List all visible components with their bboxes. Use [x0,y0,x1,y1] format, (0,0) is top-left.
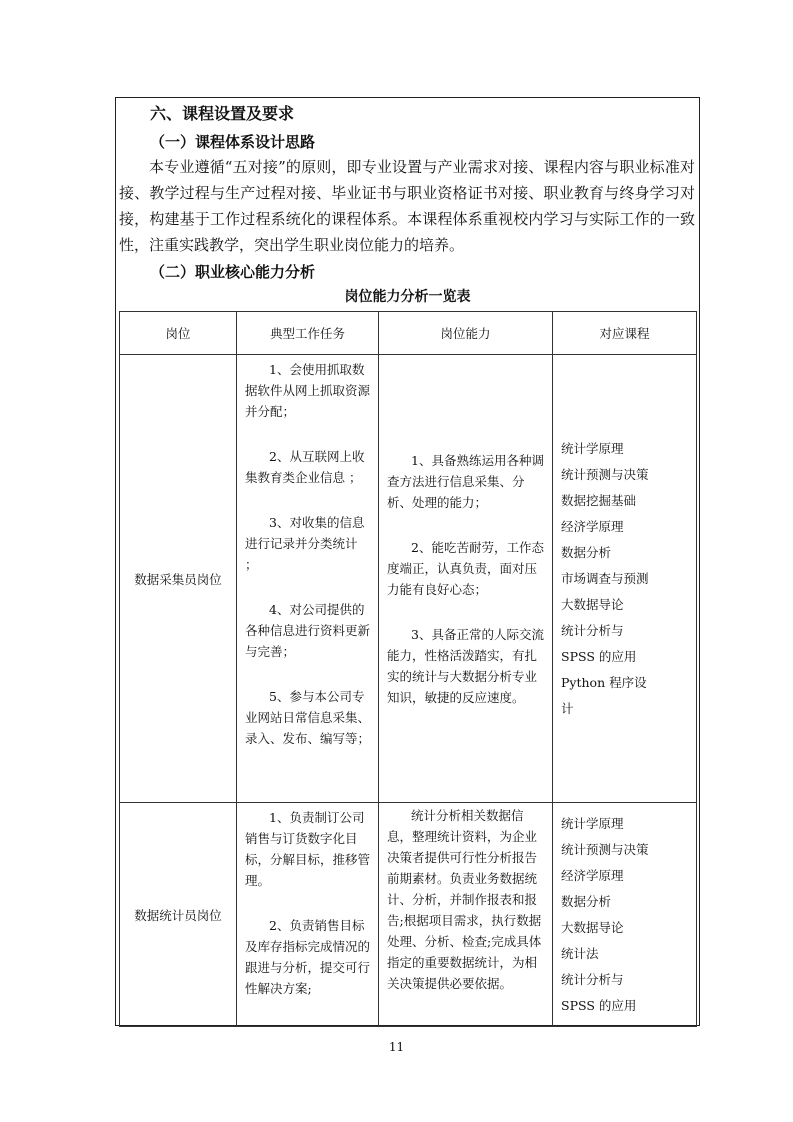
course-item: 统计预测与决策 [561,466,649,482]
course-item: SPSS 的应用 [561,998,637,1013]
course-item: Python 程序设 [561,674,647,690]
table-row [120,355,697,803]
ability-item: 3、具备正常的人际交流能力，性格活泼踏实，有扎实的统计与大数据分析专业知识，敏捷的反应速度。 [387,626,544,705]
course-item: 经济学原理 [561,518,624,534]
course-item: 数据分析 [561,544,612,560]
header-abilities: 岗位能力 [379,312,553,355]
subsection-heading-ability: （二）职业核心能力分析 [150,263,316,281]
ability-item: 1、具备熟练运用各种调查方法进行信息采集、分析、处理的能力； [387,452,544,510]
design-paragraph: 本专业遵循“五对接”的原则，即专业设置与产业需求对接、课程内容与职业标准对接、教学过程与生产过程对接、毕业证书与职业资格证书对接、职业教育与终身学习对接，构建基于工作过程系统化的课程体系。本课程体系重视校内学习与实际工作的一致性，注重实践教学，突出学生职业岗位能力的培养。 [119,158,695,254]
table-header-row [120,312,697,355]
task-item: 3、对收集的信息进行记录并分类统计 ； [245,515,365,572]
tasks-cell [237,803,379,1027]
course-item: 大数据导论 [561,920,624,935]
abilities-cell [379,803,553,1027]
course-item: 计 [561,700,574,716]
ability-item: 2、能吃苦耐劳，工作态度端正，认真负责，面对压力能有良好心态； [387,539,544,597]
abilities-cell [379,355,553,803]
section-heading: 六、课程设置及要求 [150,104,295,123]
tasks-cell [237,355,379,803]
page-number: 11 [388,1040,405,1054]
course-item: 市场调查与预测 [561,570,649,586]
post-cell: 数据采集员岗位 [120,355,237,803]
course-item: 统计分析与 [561,972,624,987]
table-caption: 岗位能力分析一览表 [344,289,471,305]
task-item: 1、负责制订公司销售与订货数字化目标，分解目标，推移管理。 [245,810,371,888]
task-item: 2、从互联网上收集教育类企业信息 ； [245,449,365,485]
course-item: 统计学原理 [561,816,624,831]
header-tasks: 典型工作任务 [237,312,379,355]
ability-table [119,311,697,1027]
course-item: 大数据导论 [561,596,624,612]
courses-cell [553,355,697,803]
post-cell: 数据统计员岗位 [120,803,237,1027]
task-item: 5、参与本公司专业网站日常信息采集、录入、发布、编写等； [245,689,371,746]
course-item: 统计学原理 [561,440,624,456]
table-row [120,803,697,1027]
course-item: 统计法 [561,946,599,961]
course-item: 统计分析与 [561,622,624,638]
task-item: 1、会使用抓取数据软件从网上抓取资源并分配； [245,362,371,419]
header-post: 岗位 [120,312,237,355]
subsection-heading-design: （一）课程体系设计思路 [150,133,316,151]
course-item: 统计预测与决策 [561,842,649,857]
task-item: 4、对公司提供的各种信息进行资料更新与完善； [245,602,371,659]
ability-item: 统计分析相关数据信息，整理统计资料，为企业决策者提供可行性分析报告前期素材。负责业务数据统计、分析，并制作报表和报告;根据项目需求，执行数据处理、分析、检查;完成具体指定的重要数据统计，为相关决策提供必要依据。 [387,808,542,991]
course-item: 数据分析 [561,894,612,909]
course-item: 经济学原理 [561,868,624,883]
course-item: SPSS 的应用 [561,648,637,664]
courses-cell [553,803,697,1027]
task-item: 2、负责销售目标及库存指标完成情况的跟进与分析，提交可行性解决方案; [245,918,371,996]
course-item: 数据挖掘基础 [561,492,637,508]
header-courses: 对应课程 [553,312,697,355]
